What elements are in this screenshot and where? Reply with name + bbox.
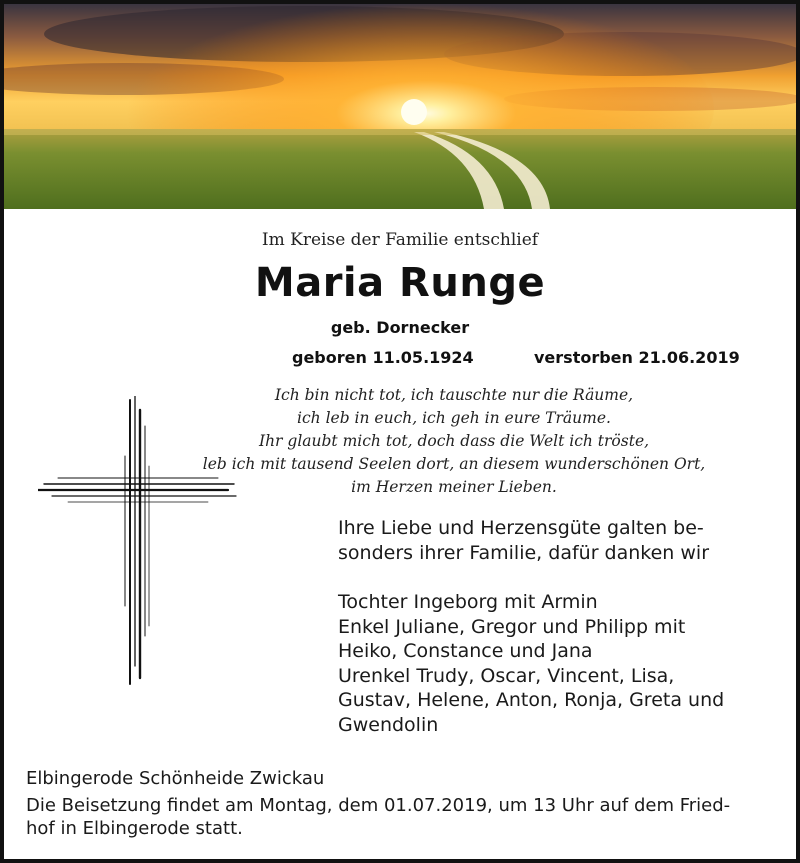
family-list	[338, 590, 778, 737]
birth-date: geboren 11.05.1924	[292, 348, 474, 367]
intro-text: Im Kreise der Familie entschlief	[261, 230, 539, 250]
thanks-line: sonders ihrer Familie, dafür danken wir	[338, 542, 710, 564]
poem-line: im Herzen meiner Lieben.	[351, 478, 557, 496]
family-line: Gustav, Helene, Anton, Ronja, Greta und	[338, 689, 725, 711]
family-line: Urenkel Trudy, Oscar, Vincent, Lisa,	[338, 664, 675, 687]
family-line: Tochter Ingeborg mit Armin	[338, 591, 598, 613]
family-line: Gwendolin	[338, 713, 439, 736]
poem-line: ich leb in euch, ich geh in eure Träume.	[297, 409, 611, 427]
sunset-header-image	[4, 4, 796, 209]
maiden-name: geb. Dornecker	[330, 318, 470, 337]
deceased-name: Maria Runge	[254, 260, 546, 306]
thanks-text	[338, 516, 778, 566]
poem-line: Ich bin nicht tot, ich tauschte nur die Räume,	[274, 386, 634, 404]
funeral-info	[26, 794, 786, 840]
sunset-landscape-illustration	[4, 4, 796, 209]
family-line: Heiko, Constance und Jana	[338, 640, 593, 662]
cross-icon	[38, 396, 238, 688]
family-line: Enkel Juliane, Gregor und Philipp mit	[338, 615, 686, 638]
places: Elbingerode Schönheide Zwickau	[26, 768, 325, 789]
thanks-line: Ihre Liebe und Herzensgüte galten be-	[338, 517, 704, 539]
poem-line: leb ich mit tausend Seelen dort, an diesem wunderschönen Ort,	[202, 455, 706, 473]
poem-line: Ihr glaubt mich tot, doch dass die Welt ich tröste,	[258, 432, 650, 450]
poem	[154, 384, 754, 499]
funeral-line: Die Beisetzung findet am Montag, dem 01.07.2019, um 13 Uhr auf dem Fried-	[26, 795, 731, 816]
funeral-line: hof in Elbingerode statt.	[26, 818, 243, 839]
death-date: verstorben 21.06.2019	[534, 348, 740, 367]
